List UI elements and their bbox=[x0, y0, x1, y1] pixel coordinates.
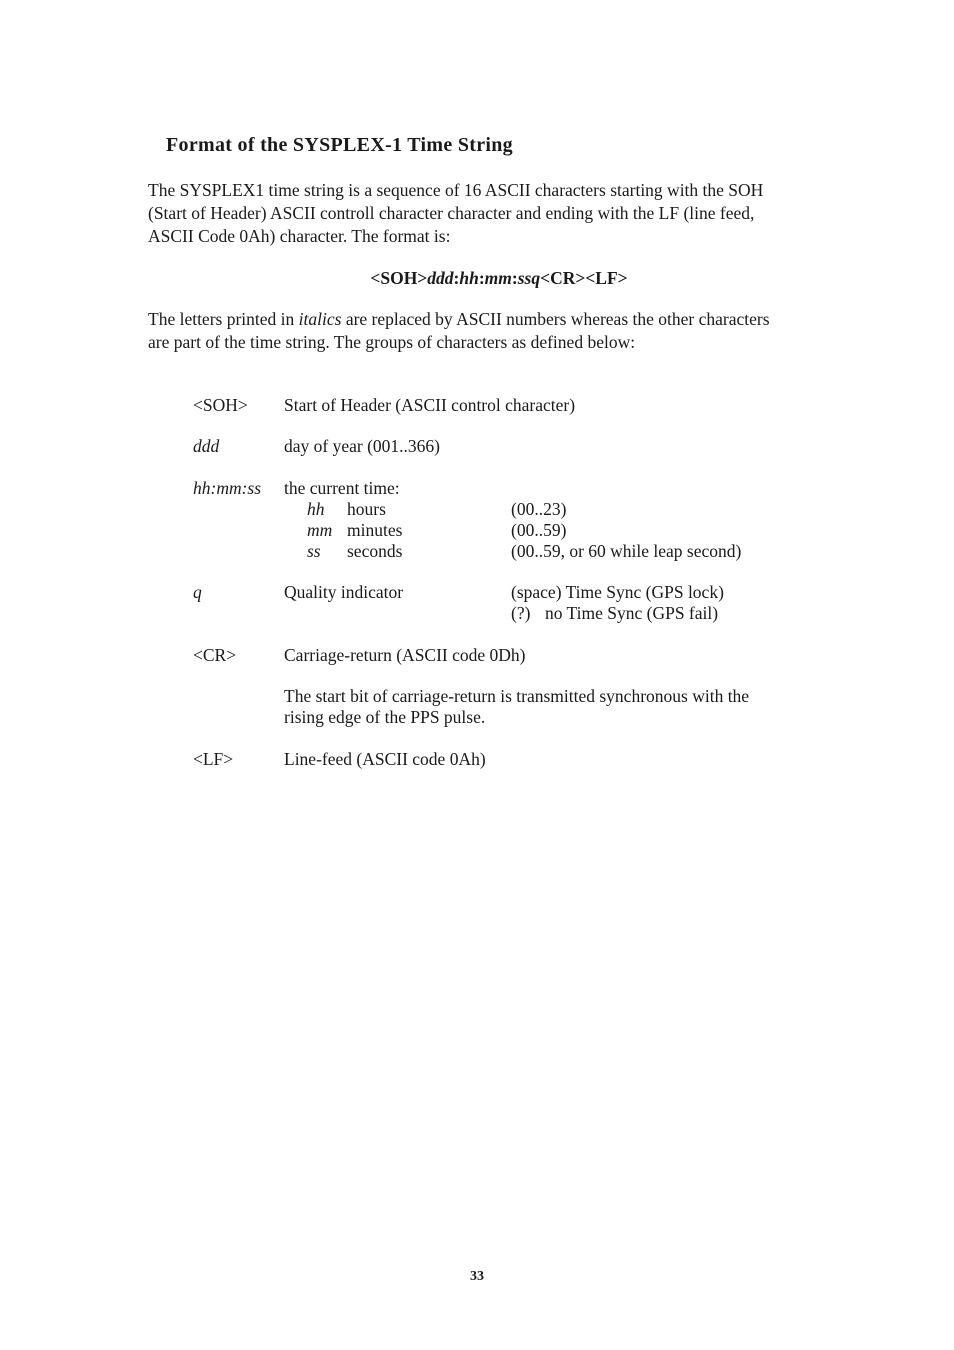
label-seconds: seconds bbox=[347, 541, 403, 561]
label-minutes: minutes bbox=[347, 520, 403, 540]
intro-paragraph bbox=[148, 179, 818, 248]
abbr-ss: ss bbox=[307, 541, 321, 561]
format-mm: mm bbox=[484, 268, 512, 288]
explanation-paragraph bbox=[148, 308, 818, 354]
section-heading: Format of the SYSPLEX-1 Time String bbox=[166, 134, 513, 156]
cr-note-line: The start bit of carriage-return is transmitted synchronous with the bbox=[284, 686, 750, 706]
desc-lf: Line-feed (ASCII code 0Ah) bbox=[284, 749, 486, 769]
label-hours: hours bbox=[347, 499, 386, 519]
desc-time: the current time: bbox=[284, 478, 400, 498]
intro-line: The SYSPLEX1 time string is a sequence of 16 ASCII characters starting with the SOH bbox=[148, 180, 764, 200]
term-time: hh:mm:ss bbox=[193, 478, 262, 498]
desc-cr: Carriage-return (ASCII code 0Dh) bbox=[284, 645, 526, 665]
desc-q: Quality indicator bbox=[284, 582, 404, 602]
abbr-hh: hh bbox=[307, 499, 325, 519]
q-value-lock: (space) Time Sync (GPS lock) bbox=[511, 582, 724, 602]
q-value-fail-symbol: (?) bbox=[511, 603, 531, 623]
format-colon: : bbox=[478, 268, 485, 288]
format-colon: : bbox=[453, 268, 460, 288]
explanation-line bbox=[148, 308, 818, 331]
desc-soh: Start of Header (ASCII control character) bbox=[284, 395, 576, 415]
intro-line: (Start of Header) ASCII controll character character and ending with the LF (line feed, bbox=[148, 203, 755, 223]
intro-line: ASCII Code 0Ah) character. The format is: bbox=[148, 226, 451, 246]
cr-note-line: rising edge of the PPS pulse. bbox=[284, 707, 486, 727]
desc-ddd: day of year (001..366) bbox=[284, 436, 440, 456]
explanation-text: are replaced by ASCII numbers whereas the other characters bbox=[341, 309, 770, 329]
term-q: q bbox=[193, 582, 202, 602]
explanation-italics-word: italics bbox=[298, 309, 342, 329]
range-minutes: (00..59) bbox=[511, 520, 567, 540]
explanation-line: are part of the time string. The groups of characters as defined below: bbox=[148, 332, 636, 352]
term-lf: <LF> bbox=[193, 749, 234, 769]
format-ssq: ssq bbox=[517, 268, 541, 288]
term-ddd: ddd bbox=[193, 436, 220, 456]
format-colon: : bbox=[511, 268, 518, 288]
explanation-text: The letters printed in bbox=[148, 309, 299, 329]
format-hh: hh bbox=[459, 268, 479, 288]
abbr-mm: mm bbox=[307, 520, 333, 540]
q-value-fail-text: no Time Sync (GPS fail) bbox=[545, 603, 719, 623]
term-soh: <SOH> bbox=[193, 395, 248, 415]
format-crlf: <CR><LF> bbox=[540, 268, 628, 288]
format-soh: <SOH> bbox=[370, 268, 428, 288]
time-string-format bbox=[0, 268, 954, 289]
term-cr: <CR> bbox=[193, 645, 237, 665]
range-seconds: (00..59, or 60 while leap second) bbox=[511, 541, 742, 561]
page-number: 33 bbox=[470, 1269, 484, 1284]
format-ddd: ddd bbox=[427, 268, 454, 288]
range-hours: (00..23) bbox=[511, 499, 567, 519]
